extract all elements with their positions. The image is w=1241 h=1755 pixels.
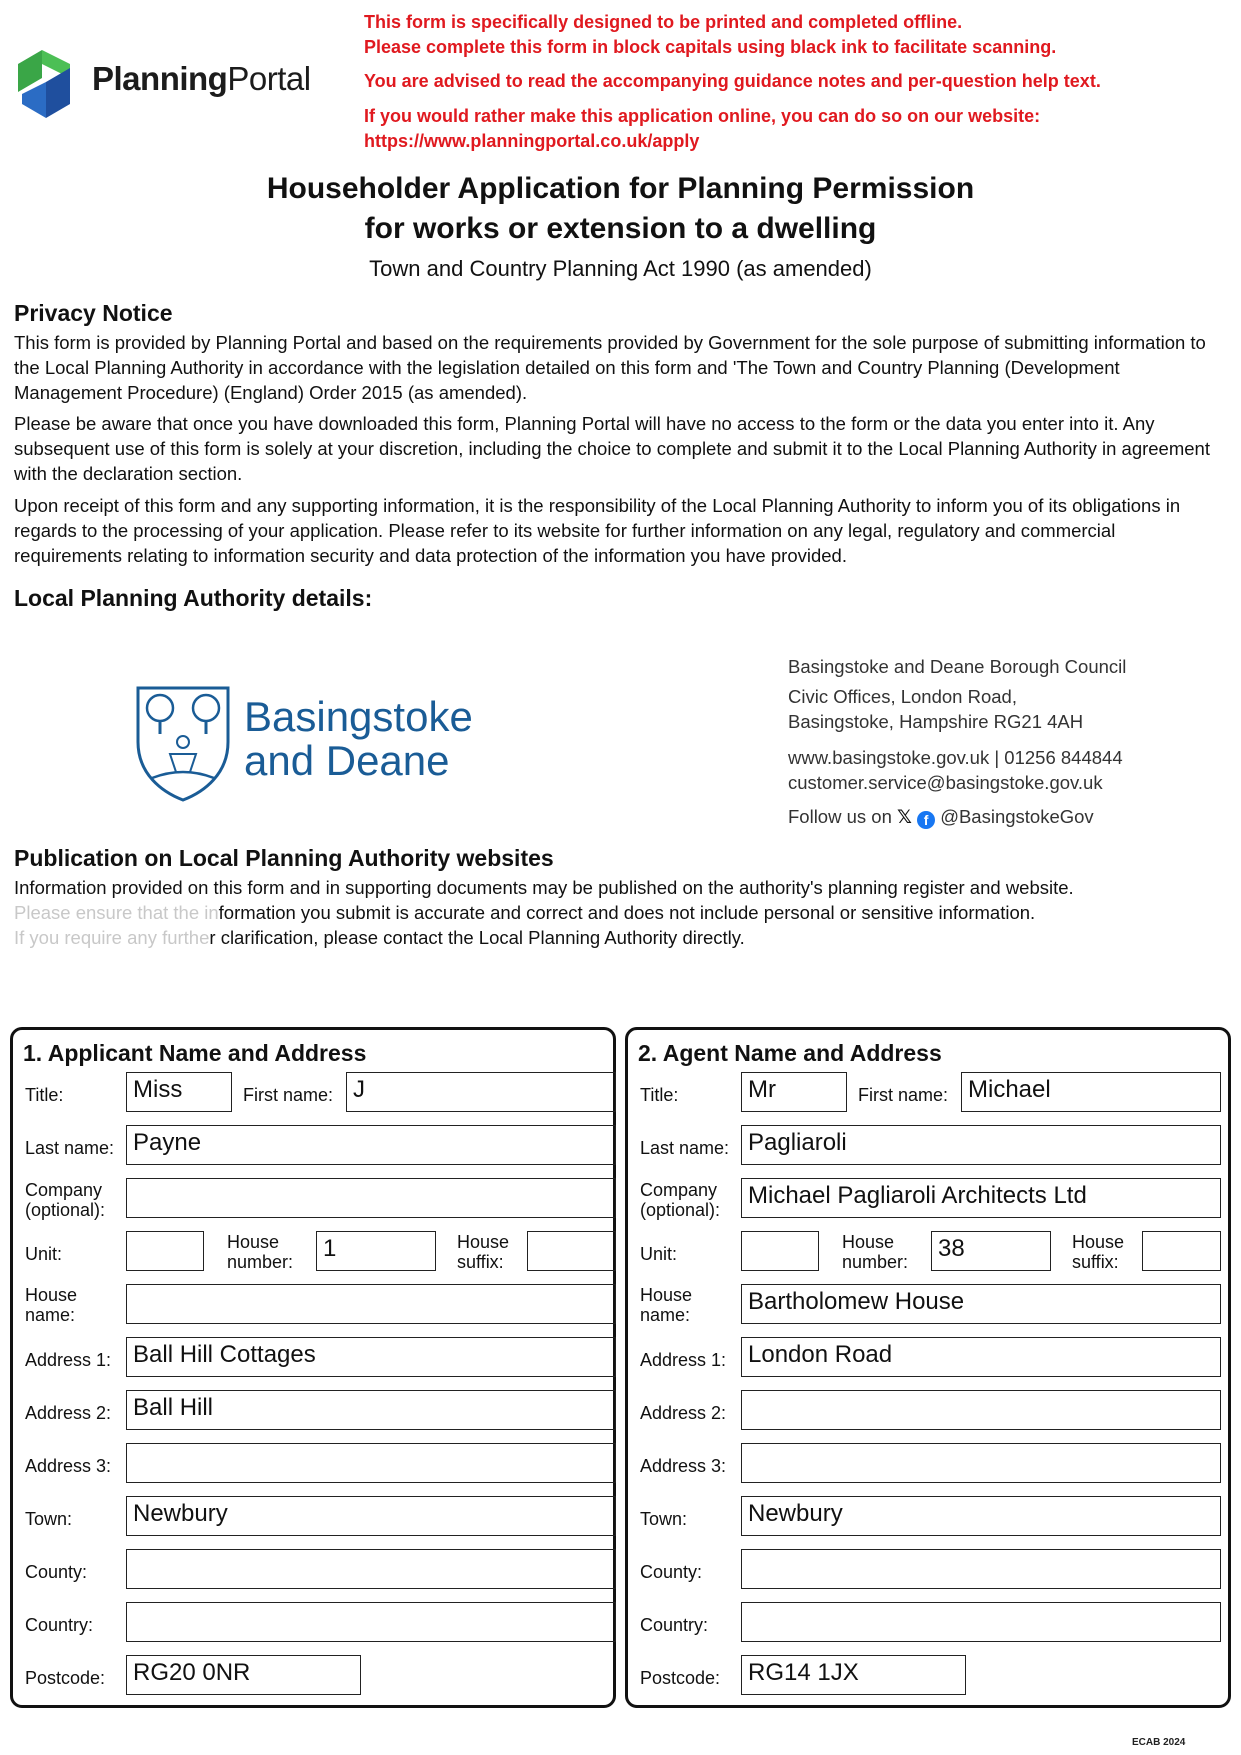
house-suffix-label: House suffix:	[1072, 1232, 1125, 1272]
country-label: Country:	[640, 1615, 709, 1635]
agent-house-number-field[interactable]: 38	[931, 1231, 1051, 1271]
council-address-line2: Basingstoke, Hampshire RG21 4AH	[788, 711, 1084, 732]
county-label: County:	[640, 1562, 703, 1582]
unit-label: Unit:	[25, 1244, 63, 1264]
house-number-label: House number:	[842, 1232, 909, 1272]
applicant-last-name-field[interactable]: Payne	[126, 1125, 616, 1165]
agent-address1-field[interactable]: London Road	[741, 1337, 1221, 1377]
council-social: Follow us on 𝕏 f @BasingstokeGov	[788, 806, 1094, 828]
page-subtitle: Town and Country Planning Act 1990 (as amended)	[369, 256, 872, 281]
publication-heading: Publication on Local Planning Authority websites	[14, 845, 554, 871]
applicant-heading: 1. Applicant Name and Address	[23, 1040, 367, 1066]
title-label: Title:	[640, 1085, 679, 1105]
x-icon: 𝕏	[897, 806, 912, 827]
agent-county-field[interactable]	[741, 1549, 1221, 1589]
privacy-paragraph-1: This form is provided by Planning Portal and based on the requirements provided by Government for the sole purpose of submitting information to the Local Planning Authority in accordance with the legislation detailed on this form and 'The Town and Country Planning (Development Management Procedure) (England) Order 2015 (as amended).	[14, 332, 1206, 403]
applicant-address2-field[interactable]: Ball Hill	[126, 1390, 616, 1430]
council-email: customer.service@basingstoke.gov.uk	[788, 772, 1103, 793]
page-title-line1: Householder Application for Planning Permission	[266, 172, 975, 205]
unit-label: Unit:	[640, 1244, 678, 1264]
address3-label: Address 3:	[640, 1456, 727, 1476]
town-label: Town:	[25, 1509, 73, 1529]
notice-url[interactable]: https://www.planningportal.co.uk/apply	[364, 131, 700, 151]
council-logo-text: Basingstoke and Deane	[244, 693, 473, 784]
privacy-paragraph-3: Upon receipt of this form and any supporting information, it is the responsibility of the Local Planning Authority to inform you of its obligations in regards to the processing of your application. Please refer to its website for further information on any legal, regulatory and commercial requirements relating to information security and data protection of the information you have provided.	[14, 495, 1181, 566]
publication-line1: Information provided on this form and in supporting documents may be published on the authority's planning register and website.	[14, 877, 1074, 898]
first-name-label: First name:	[243, 1085, 334, 1105]
agent-last-name-field[interactable]: Pagliaroli	[741, 1125, 1221, 1165]
notice-offline: This form is specifically designed to be printed and completed offline.	[364, 12, 963, 32]
planning-portal-logo-icon	[10, 42, 90, 122]
agent-house-suffix-field[interactable]	[1142, 1231, 1221, 1271]
applicant-first-name-field[interactable]: J	[346, 1072, 616, 1112]
lpa-heading: Local Planning Authority details:	[14, 585, 373, 611]
agent-address2-field[interactable]	[741, 1390, 1221, 1430]
postcode-label: Postcode:	[25, 1668, 106, 1688]
council-name: Basingstoke and Deane Borough Council	[788, 656, 1127, 677]
postcode-label: Postcode:	[640, 1668, 721, 1688]
applicant-company-field[interactable]	[126, 1178, 616, 1218]
agent-house-name-field[interactable]: Bartholomew House	[741, 1284, 1221, 1324]
address2-label: Address 2:	[640, 1403, 727, 1423]
council-crest-icon	[134, 682, 232, 802]
applicant-house-name-field[interactable]	[126, 1284, 616, 1324]
applicant-house-number-field[interactable]: 1	[316, 1231, 436, 1271]
agent-postcode-field[interactable]: RG14 1JX	[741, 1655, 966, 1695]
applicant-town-field[interactable]: Newbury	[126, 1496, 616, 1536]
address3-label: Address 3:	[25, 1456, 112, 1476]
last-name-label: Last name:	[25, 1138, 115, 1158]
publication-line2: Please ensure that the information you submit is accurate and correct and does not include personal or sensitive information.	[14, 902, 1036, 923]
title-label: Title:	[25, 1085, 64, 1105]
house-suffix-label: House suffix:	[457, 1232, 510, 1272]
agent-company-field[interactable]: Michael Pagliaroli Architects Ltd	[741, 1178, 1221, 1218]
agent-town-field[interactable]: Newbury	[741, 1496, 1221, 1536]
company-label: Company (optional):	[640, 1180, 721, 1220]
house-name-label: House name:	[640, 1285, 693, 1325]
applicant-postcode-field[interactable]: RG20 0NR	[126, 1655, 361, 1695]
agent-address3-field[interactable]	[741, 1443, 1221, 1483]
form-code: ECAB 2024	[1132, 1737, 1186, 1748]
house-number-label: House number:	[227, 1232, 294, 1272]
address1-label: Address 1:	[25, 1350, 112, 1370]
town-label: Town:	[640, 1509, 688, 1529]
applicant-unit-field[interactable]	[126, 1231, 204, 1271]
applicant-house-suffix-field[interactable]	[527, 1231, 616, 1271]
agent-section	[625, 1027, 1231, 1708]
notice-block-capitals: Please complete this form in block capitals using black ink to facilitate scanning.	[364, 37, 1057, 57]
agent-heading: 2. Agent Name and Address	[638, 1040, 942, 1066]
applicant-title-field[interactable]: Miss	[126, 1072, 232, 1112]
planning-portal-wordmark: PlanningPortal	[92, 60, 311, 97]
address1-label: Address 1:	[640, 1350, 727, 1370]
first-name-label: First name:	[858, 1085, 949, 1105]
applicant-country-field[interactable]	[126, 1602, 616, 1642]
page-title-line2: for works or extension to a dwelling	[364, 212, 877, 245]
agent-country-field[interactable]	[741, 1602, 1221, 1642]
applicant-section	[10, 1027, 616, 1708]
county-label: County:	[25, 1562, 88, 1582]
agent-title-field[interactable]: Mr	[741, 1072, 847, 1112]
agent-unit-field[interactable]	[741, 1231, 819, 1271]
company-label: Company (optional):	[25, 1180, 106, 1220]
facebook-icon: f	[917, 811, 935, 829]
applicant-address3-field[interactable]	[126, 1443, 616, 1483]
applicant-county-field[interactable]	[126, 1549, 616, 1589]
notice-online: If you would rather make this application online, you can do so on our website:	[364, 106, 1041, 126]
privacy-heading: Privacy Notice	[14, 300, 173, 326]
applicant-address1-field[interactable]: Ball Hill Cottages	[126, 1337, 616, 1377]
house-name-label: House name:	[25, 1285, 78, 1325]
agent-first-name-field[interactable]: Michael	[961, 1072, 1221, 1112]
council-contact: www.basingstoke.gov.uk | 01256 844844	[788, 747, 1123, 768]
country-label: Country:	[25, 1615, 94, 1635]
last-name-label: Last name:	[640, 1138, 730, 1158]
address2-label: Address 2:	[25, 1403, 112, 1423]
notice-guidance: You are advised to read the accompanying guidance notes and per-question help text.	[364, 71, 1101, 91]
council-address-line1: Civic Offices, London Road,	[788, 686, 1017, 707]
privacy-paragraph-2: Please be aware that once you have downloaded this form, Planning Portal will have no access to the form or the data you enter into it. Any subsequent use of this form is solely at your discretion, including the choice to complete and submit it to the Local Planning Authority in agreement with the declaration section.	[14, 413, 1210, 484]
publication-line3: If you require any further clarification, please contact the Local Planning Authority directly.	[14, 927, 745, 948]
